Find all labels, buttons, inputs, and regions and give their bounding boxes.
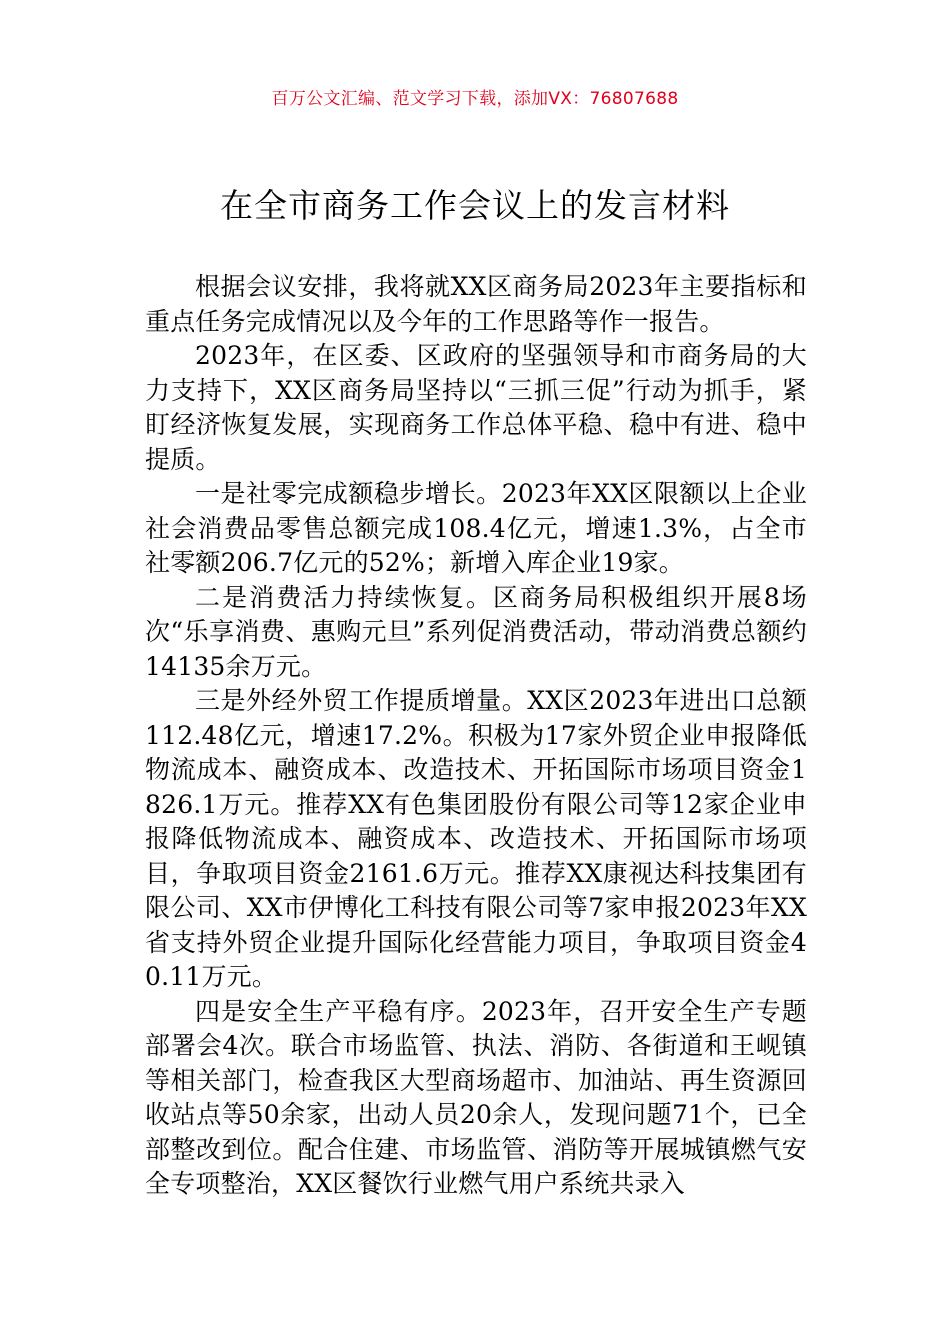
paragraph-intro: 根据会议安排，我将就XX区商务局2023年主要指标和重点任务完成情况以及今年的工作思路等作一报告。 (145, 272, 807, 336)
paragraph-consumption: 二是消费活力持续恢复。区商务局积极组织开展8场次“乐享消费、惠购元旦”系列促消费活动，带动消费总额约14135余万元。 (145, 582, 807, 681)
document-body (145, 270, 807, 1202)
paragraph-safety: 四是安全生产平稳有序。2023年，召开安全生产专题部署会4次。联合市场监管、执法、消防、各街道和王岘镇等相关部门，检查我区大型商场超市、加油站、再生资源回收站点等50余家，出动人员20余人，发现问题71个，已全部整改到位。配合住建、市场监管、消防等开展城镇燃气安全专项整治，XX区餐饮行业燃气用户系统共录入 (145, 996, 807, 1198)
paragraph-overview: 2023年，在区委、区政府的坚强领导和市商务局的大力支持下，XX区商务局坚持以“三抓三促”行动为抓手，紧盯经济恢复发展，实现商务工作总体平稳、稳中有进、稳中提质。 (145, 341, 807, 474)
document-title: 在全市商务工作会议上的发言材料 (220, 186, 730, 225)
paragraph-foreign-trade: 三是外经外贸工作提质增量。XX区2023年进出口总额112.48亿元，增速17.2%。积极为17家外贸企业申报降低物流成本、融资成本、改造技术、开拓国际市场项目资金1826.1万元。推荐XX有色集团股份有限公司等12家企业申报降低物流成本、融资成本、改造技术、开拓国际市场项目，争取项目资金2161.6万元。推荐XX康视达科技集团有限公司、XX市伊博化工科技有限公司等7家申报2023年XX省支持外贸企业提升国际化经营能力项目，争取项目资金40.11万元。 (145, 686, 807, 991)
header-note: 百万公文汇编、范文学习下载，添加VX：76807688 (271, 89, 679, 109)
paragraph-retail: 一是社零完成额稳步增长。2023年XX区限额以上企业社会消费品零售总额完成108.4亿元，增速1.3%，占全市社零额206.7亿元的52%；新增入库企业19家。 (145, 479, 807, 577)
